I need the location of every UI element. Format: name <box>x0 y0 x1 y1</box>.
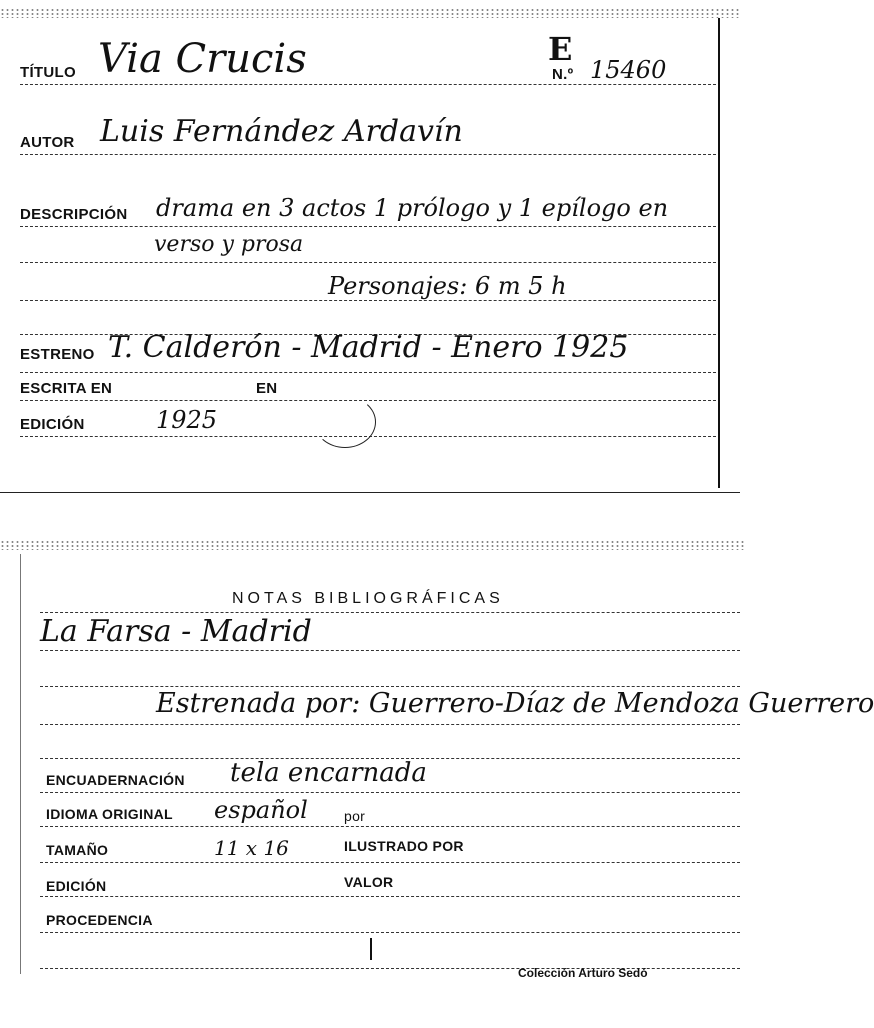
titulo-line <box>20 84 716 85</box>
notes-heading: NOTAS BIBLIOGRÁFICAS <box>232 590 504 607</box>
idioma-line <box>40 826 740 827</box>
card-edge-texture <box>0 8 740 18</box>
tamano-label: TAMAÑO <box>46 842 109 858</box>
card-edge-texture <box>0 540 745 550</box>
descripcion-line-3 <box>20 300 716 301</box>
procedencia-line <box>40 932 740 933</box>
idioma-value: español <box>214 796 308 824</box>
edicion-label: EDICIÓN <box>20 416 85 433</box>
edicion-line <box>40 896 740 897</box>
encuadernacion-value: tela encarnada <box>230 758 427 788</box>
procedencia-label: PROCEDENCIA <box>46 912 153 928</box>
card-separator <box>0 492 740 493</box>
autor-label: AUTOR <box>20 134 75 151</box>
numero-value: 15460 <box>590 56 667 84</box>
card-right-border <box>718 18 720 488</box>
escrita-line <box>20 400 716 401</box>
descripcion-line-2 <box>20 262 716 263</box>
estreno-value: T. Calderón - Madrid - Enero 1925 <box>108 330 629 365</box>
notes-line2-value: Estrenada por: Guerrero-Díaz de Mendoza Guerrero <box>156 688 874 719</box>
en-label: EN <box>256 380 278 397</box>
estreno-line <box>20 372 716 373</box>
titulo-label: TÍTULO <box>20 64 76 81</box>
encuadernacion-line <box>40 792 740 793</box>
descripcion-line-1 <box>20 226 716 227</box>
estreno-label: ESTRENO <box>20 346 95 363</box>
notes-line-2 <box>40 650 740 651</box>
title-card <box>0 8 740 494</box>
stamp-tick <box>370 938 372 960</box>
catalog-letter: E <box>548 30 573 68</box>
idioma-label: IDIOMA ORIGINAL <box>46 806 173 822</box>
notes-line-3 <box>40 686 740 687</box>
valor-label: VALOR <box>344 874 394 890</box>
autor-value: Luis Fernández Ardavín <box>100 114 463 149</box>
notes-line1-value: La Farsa - Madrid <box>40 614 312 649</box>
encuadernacion-label: ENCUADERNACIÓN <box>46 772 185 788</box>
personajes-value: Personajes: 6 m 5 h <box>328 272 567 300</box>
card-left-border <box>20 554 21 974</box>
edicion-value: 1925 <box>156 406 218 434</box>
tamano-value: 11 x 16 <box>214 836 289 860</box>
descripcion-line1: drama en 3 actos 1 prólogo y 1 epílogo en <box>156 194 669 222</box>
numero-label: N.º <box>552 66 574 83</box>
notes-line-4 <box>40 724 740 725</box>
titulo-value: Via Crucis <box>98 36 307 82</box>
edicion-label: EDICIÓN <box>46 878 107 894</box>
notes-line-1 <box>40 612 740 613</box>
descripcion-label: DESCRIPCIÓN <box>20 206 128 223</box>
notes-card <box>0 540 874 1020</box>
descripcion-line2: verso y prosa <box>154 232 304 257</box>
stamp-mark <box>314 396 376 448</box>
autor-line <box>20 154 716 155</box>
escrita-label: ESCRITA EN <box>20 380 113 397</box>
tamano-line <box>40 862 740 863</box>
collection-footer: Colección Arturo Sedó <box>518 966 648 980</box>
por-label: por <box>344 808 366 824</box>
ilustrado-label: ILUSTRADO POR <box>344 838 464 854</box>
